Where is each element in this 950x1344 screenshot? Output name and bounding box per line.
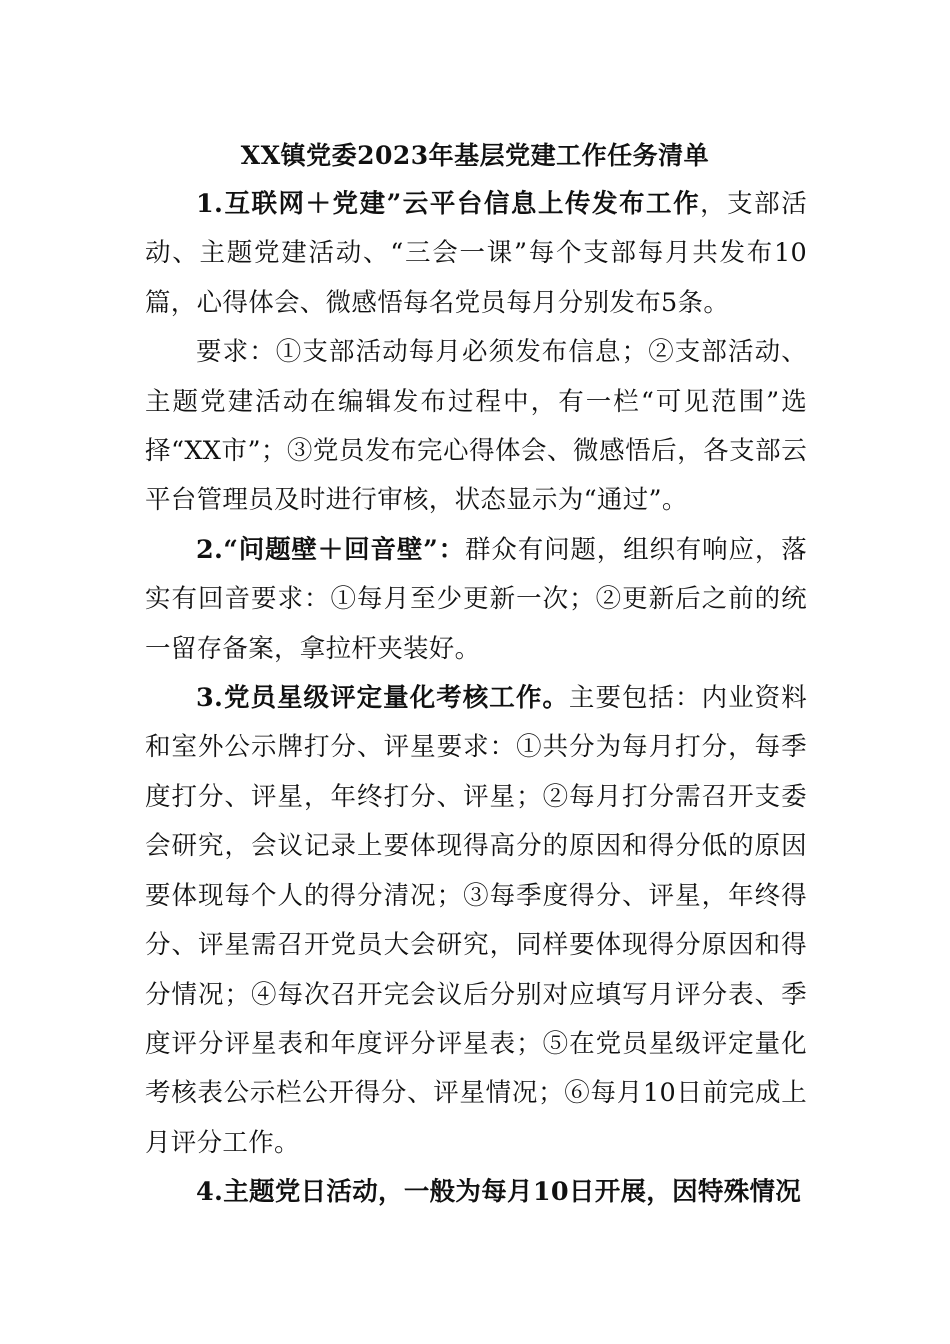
paragraph-1-text: ，支部活动、主题党建活动、“三会一课”每个支部每月共发布10篇，心得体会、微感悟每名党员每月分别发布5条。 xyxy=(145,189,807,318)
paragraph-3-heading: 3.党员星级评定量化考核工作。 xyxy=(196,683,569,714)
paragraph-3 xyxy=(145,674,807,1168)
paragraph-2 xyxy=(145,526,807,674)
paragraph-requirements-text: 要求：①支部活动每月必须发布信息；②支部活动、主题党建活动在编辑发布过程中，有一栏“可见范围”选择“XX市”；③党员发布完心得体会、微感悟后，各支部云平台管理员及时进行审核，状态显示为“通过”。 xyxy=(145,337,807,516)
paragraph-2-text: 群众有问题，组织有响应，落实有回音要求：①每月至少更新一次；②更新后之前的统一留存备案，拿拉杆夹装好。 xyxy=(145,534,807,664)
document-body xyxy=(145,180,807,1218)
paragraph-1-heading: 1.互联网＋党建”云平台信息上传发布工作 xyxy=(196,189,701,219)
paragraph-4 xyxy=(145,1168,807,1217)
paragraph-4-heading: 4.主题党日活动，一般为每月10日开展，因特殊情况 xyxy=(196,1177,802,1208)
paragraph-3-text: 主要包括：内业资料和室外公示牌打分、评星要求：①共分为每月打分，每季度打分、评星，年终打分、评星；②每月打分需召开支委会研究，会议记录上要体现得高分的原因和得分低的原因要体现每个人的得分清况；③每季度得分、评星，年终得分、评星需召开党员大会研究，同样要体现得分原因和得分情况；④每次召开完会议后分别对应填写月评分表、季度评分评星表和年度评分评星表；⑤在党员星级评定量化考核表公示栏公开得分、评星情况；⑥每月10日前完成上月评分工作。 xyxy=(145,683,808,1158)
paragraph-2-heading: 2.“问题壁＋回音壁”： xyxy=(196,534,466,565)
paragraph-requirements xyxy=(145,328,807,526)
document-title: XX镇党委2023年基层党建工作任务清单 xyxy=(240,141,710,170)
paragraph-1 xyxy=(145,180,807,328)
